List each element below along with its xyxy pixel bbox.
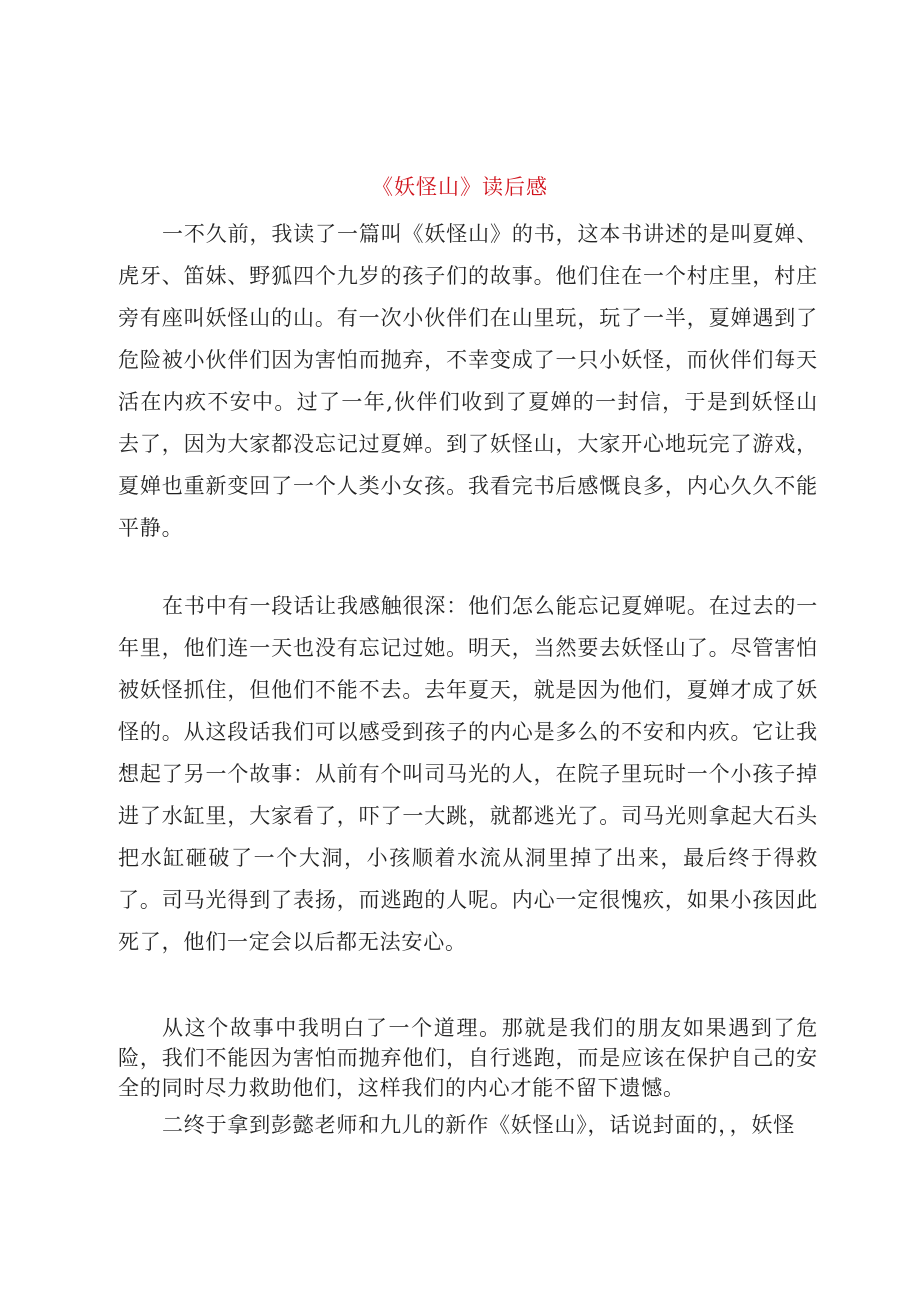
paragraph-summary: 一不久前，我读了一篇叫《妖怪山》的书，这本书讲述的是叫夏婵、虎牙、笛妹、野狐四个九岁的孩子们的故事。他们住在一个村庄里，村庄旁有座叫妖怪山的山。有一次小伙伴们在山里玩，玩了一半，夏婵遇到了危险被小伙伴们因为害怕而抛弃，不幸变成了一只小妖怪，而伙伴们每天活在内疚不安中。过了一年,伙伴们收到了夏婵的一封信，于是到妖怪山去了，因为大家都没忘记过夏婵。到了妖怪山，大家开心地玩完了游戏，夏婵也重新变回了一个人类小女孩。我看完书后感慨良多，内心久久不能平静。 — [118, 222, 818, 540]
paragraph-lesson: 从这个故事中我明白了一个道理。那就是我们的朋友如果遇到了危险，我们不能因为害怕而抛弃他们，自行逃跑，而是应该在保护自己的安全的同时尽力救助他们，这样我们的内心才能不留下遗憾。 — [118, 1016, 818, 1100]
document-title: 《妖怪山》读后感 — [372, 175, 548, 199]
paragraph-second-essay: 二终于拿到彭懿老师和九儿的新作《妖怪山》，话说封面的，，妖怪 — [162, 1113, 795, 1137]
paragraph-reflection: 在书中有一段话让我感触很深：他们怎么能忘记夏婵呢。在过去的一年里，他们连一天也没有忘记过她。明天，当然要去妖怪山了。尽管害怕被妖怪抓住，但他们不能不去。去年夏天，就是因为他们，夏婵才成了妖怪的。从这段话我们可以感受到孩子的内心是多么的不安和内疚。它让我想起了另一个故事：从前有个叫司马光的人，在院子里玩时一个小孩子掉进了水缸里，大家看了，吓了一大跳，就都逃光了。司马光则拿起大石头把水缸砸破了一个大洞，小孩顺着水流从洞里掉了出来，最后终于得救了。司马光得到了表扬，而逃跑的人呢。内心一定很愧疚，如果小孩因此死了，他们一定会以后都无法安心。 — [118, 594, 818, 954]
